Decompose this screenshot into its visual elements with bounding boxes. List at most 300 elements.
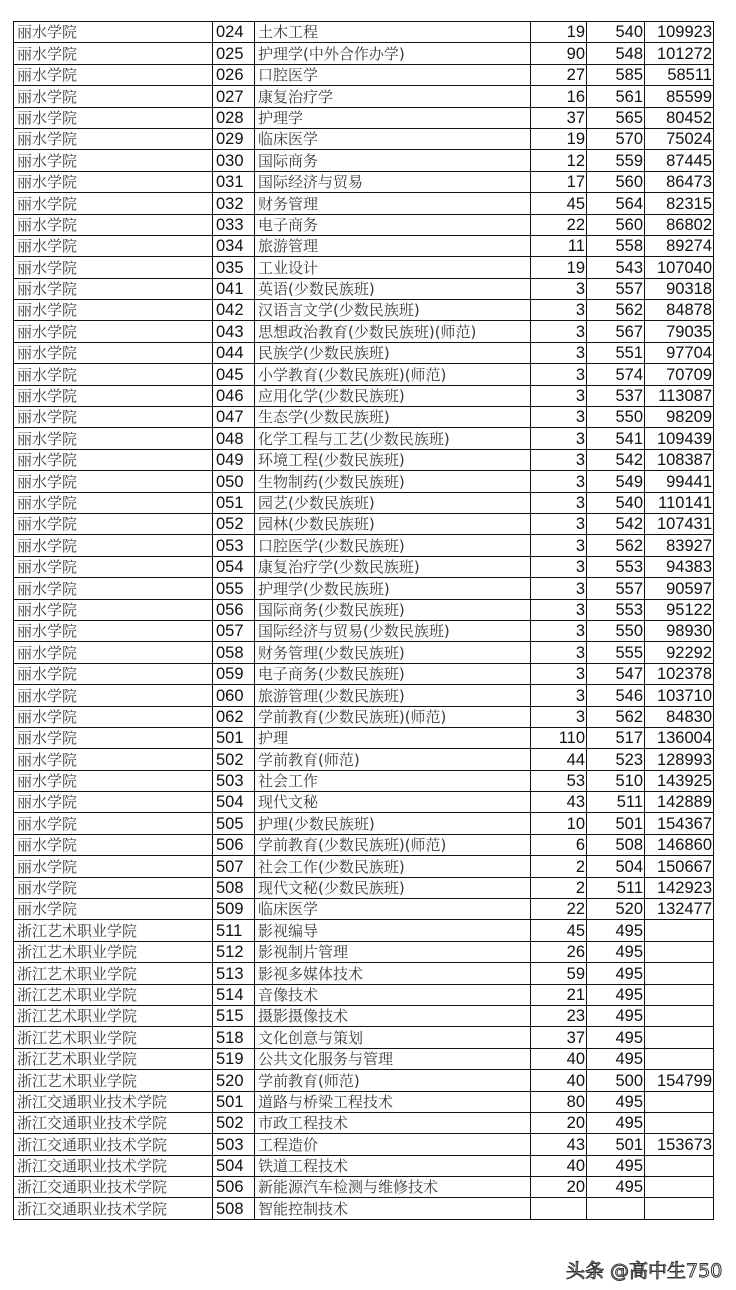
plan-count-cell: 3 xyxy=(531,471,587,492)
table-row xyxy=(14,685,714,706)
table-row xyxy=(14,1198,714,1219)
major-name-cell: 工程造价 xyxy=(255,1134,531,1155)
major-name-cell: 护理学(少数民族班) xyxy=(255,578,531,599)
major-code-cell: 041 xyxy=(213,278,255,299)
major-name-cell: 新能源汽车检测与维修技术 xyxy=(255,1177,531,1198)
table-row xyxy=(14,1155,714,1176)
min-score-cell: 508 xyxy=(587,834,645,855)
major-code-cell: 505 xyxy=(213,813,255,834)
min-score-cell: 510 xyxy=(587,770,645,791)
school-name-cell: 丽水学院 xyxy=(14,235,213,256)
table-row xyxy=(14,43,714,64)
plan-count-cell: 23 xyxy=(531,1005,587,1026)
rank-cell xyxy=(645,1198,714,1219)
major-code-cell: 033 xyxy=(213,214,255,235)
major-name-cell: 民族学(少数民族班) xyxy=(255,342,531,363)
table-row xyxy=(14,963,714,984)
plan-count-cell: 3 xyxy=(531,663,587,684)
school-name-cell: 丽水学院 xyxy=(14,727,213,748)
major-name-cell: 思想政治教育(少数民族班)(师范) xyxy=(255,321,531,342)
major-code-cell: 507 xyxy=(213,856,255,877)
plan-count-cell: 22 xyxy=(531,899,587,920)
major-code-cell: 032 xyxy=(213,193,255,214)
school-name-cell: 丽水学院 xyxy=(14,364,213,385)
min-score-cell: 561 xyxy=(587,86,645,107)
min-score-cell: 562 xyxy=(587,706,645,727)
school-name-cell: 浙江艺术职业学院 xyxy=(14,984,213,1005)
rank-cell: 97704 xyxy=(645,342,714,363)
major-code-cell: 034 xyxy=(213,235,255,256)
major-code-cell: 025 xyxy=(213,43,255,64)
major-name-cell: 临床医学 xyxy=(255,899,531,920)
major-code-cell: 049 xyxy=(213,449,255,470)
major-name-cell: 护理学(中外合作办学) xyxy=(255,43,531,64)
school-name-cell: 浙江艺术职业学院 xyxy=(14,941,213,962)
rank-cell: 86473 xyxy=(645,171,714,192)
rank-cell: 109923 xyxy=(645,22,714,43)
major-name-cell: 智能控制技术 xyxy=(255,1198,531,1219)
plan-count-cell: 20 xyxy=(531,1112,587,1133)
min-score-cell: 550 xyxy=(587,407,645,428)
school-name-cell: 丽水学院 xyxy=(14,749,213,770)
major-name-cell: 康复治疗学(少数民族班) xyxy=(255,556,531,577)
plan-count-cell: 45 xyxy=(531,193,587,214)
plan-count-cell: 17 xyxy=(531,171,587,192)
table-body xyxy=(14,22,714,1220)
school-name-cell: 丽水学院 xyxy=(14,856,213,877)
table-row xyxy=(14,235,714,256)
rank-cell: 154367 xyxy=(645,813,714,834)
rank-cell: 136004 xyxy=(645,727,714,748)
plan-count-cell: 12 xyxy=(531,150,587,171)
major-code-cell: 508 xyxy=(213,877,255,898)
school-name-cell: 丽水学院 xyxy=(14,171,213,192)
major-code-cell: 506 xyxy=(213,834,255,855)
plan-count-cell: 3 xyxy=(531,449,587,470)
major-name-cell: 国际经济与贸易 xyxy=(255,171,531,192)
major-code-cell: 026 xyxy=(213,64,255,85)
plan-count-cell: 19 xyxy=(531,257,587,278)
school-name-cell: 丽水学院 xyxy=(14,43,213,64)
major-code-cell: 056 xyxy=(213,599,255,620)
table-row xyxy=(14,1070,714,1091)
major-name-cell: 铁道工程技术 xyxy=(255,1155,531,1176)
plan-count-cell: 3 xyxy=(531,578,587,599)
major-code-cell: 042 xyxy=(213,300,255,321)
major-code-cell: 043 xyxy=(213,321,255,342)
min-score-cell: 546 xyxy=(587,685,645,706)
major-name-cell: 财务管理(少数民族班) xyxy=(255,642,531,663)
rank-cell xyxy=(645,1027,714,1048)
plan-count-cell: 3 xyxy=(531,364,587,385)
school-name-cell: 丽水学院 xyxy=(14,193,213,214)
plan-count-cell: 26 xyxy=(531,941,587,962)
rank-cell: 87445 xyxy=(645,150,714,171)
plan-count-cell: 19 xyxy=(531,22,587,43)
table-row xyxy=(14,535,714,556)
table-row xyxy=(14,770,714,791)
major-name-cell: 旅游管理(少数民族班) xyxy=(255,685,531,706)
table-row xyxy=(14,856,714,877)
major-name-cell: 社会工作 xyxy=(255,770,531,791)
major-code-cell: 515 xyxy=(213,1005,255,1026)
plan-count-cell: 45 xyxy=(531,920,587,941)
min-score-cell: 567 xyxy=(587,321,645,342)
major-code-cell: 060 xyxy=(213,685,255,706)
major-code-cell: 031 xyxy=(213,171,255,192)
major-name-cell: 环境工程(少数民族班) xyxy=(255,449,531,470)
school-name-cell: 浙江艺术职业学院 xyxy=(14,963,213,984)
major-name-cell: 国际商务(少数民族班) xyxy=(255,599,531,620)
major-name-cell: 汉语言文学(少数民族班) xyxy=(255,300,531,321)
school-name-cell: 丽水学院 xyxy=(14,899,213,920)
min-score-cell: 547 xyxy=(587,663,645,684)
min-score-cell: 495 xyxy=(587,1177,645,1198)
school-name-cell: 丽水学院 xyxy=(14,813,213,834)
table-row xyxy=(14,449,714,470)
table-row xyxy=(14,1091,714,1112)
major-name-cell: 园艺(少数民族班) xyxy=(255,492,531,513)
table-row xyxy=(14,364,714,385)
school-name-cell: 浙江艺术职业学院 xyxy=(14,1027,213,1048)
plan-count-cell: 40 xyxy=(531,1070,587,1091)
major-name-cell: 道路与桥梁工程技术 xyxy=(255,1091,531,1112)
table-row xyxy=(14,214,714,235)
admission-score-table xyxy=(13,21,714,1220)
table-row xyxy=(14,171,714,192)
rank-cell xyxy=(645,920,714,941)
min-score-cell: 557 xyxy=(587,578,645,599)
major-code-cell: 519 xyxy=(213,1048,255,1069)
plan-count-cell: 43 xyxy=(531,1134,587,1155)
school-name-cell: 丽水学院 xyxy=(14,471,213,492)
rank-cell: 142889 xyxy=(645,792,714,813)
major-name-cell: 摄影摄像技术 xyxy=(255,1005,531,1026)
table-row xyxy=(14,22,714,43)
major-name-cell: 国际商务 xyxy=(255,150,531,171)
min-score-cell: 562 xyxy=(587,535,645,556)
table-row xyxy=(14,920,714,941)
major-code-cell: 035 xyxy=(213,257,255,278)
table-row xyxy=(14,64,714,85)
min-score-cell: 501 xyxy=(587,813,645,834)
rank-cell: 101272 xyxy=(645,43,714,64)
major-name-cell: 工业设计 xyxy=(255,257,531,278)
school-name-cell: 丽水学院 xyxy=(14,300,213,321)
min-score-cell: 585 xyxy=(587,64,645,85)
plan-count-cell: 3 xyxy=(531,300,587,321)
table-row xyxy=(14,342,714,363)
major-name-cell: 园林(少数民族班) xyxy=(255,513,531,534)
min-score-cell: 560 xyxy=(587,171,645,192)
rank-cell: 86802 xyxy=(645,214,714,235)
table-row xyxy=(14,428,714,449)
min-score-cell: 537 xyxy=(587,385,645,406)
school-name-cell: 丽水学院 xyxy=(14,770,213,791)
school-name-cell: 丽水学院 xyxy=(14,556,213,577)
major-code-cell: 054 xyxy=(213,556,255,577)
rank-cell: 84830 xyxy=(645,706,714,727)
plan-count-cell: 27 xyxy=(531,64,587,85)
min-score-cell: 559 xyxy=(587,150,645,171)
rank-cell: 58511 xyxy=(645,64,714,85)
table-row xyxy=(14,385,714,406)
plan-count-cell: 22 xyxy=(531,214,587,235)
min-score-cell: 542 xyxy=(587,513,645,534)
major-name-cell: 学前教育(师范) xyxy=(255,749,531,770)
table-row xyxy=(14,1134,714,1155)
min-score-cell: 551 xyxy=(587,342,645,363)
min-score-cell: 548 xyxy=(587,43,645,64)
plan-count-cell: 80 xyxy=(531,1091,587,1112)
major-name-cell: 护理 xyxy=(255,727,531,748)
min-score-cell: 523 xyxy=(587,749,645,770)
min-score-cell: 555 xyxy=(587,642,645,663)
admission-table-container xyxy=(13,21,713,1220)
min-score-cell: 540 xyxy=(587,22,645,43)
school-name-cell: 丽水学院 xyxy=(14,877,213,898)
min-score-cell: 495 xyxy=(587,963,645,984)
school-name-cell: 丽水学院 xyxy=(14,663,213,684)
school-name-cell: 浙江交通职业技术学院 xyxy=(14,1155,213,1176)
min-score-cell: 511 xyxy=(587,792,645,813)
major-code-cell: 520 xyxy=(213,1070,255,1091)
rank-cell: 95122 xyxy=(645,599,714,620)
school-name-cell: 丽水学院 xyxy=(14,407,213,428)
rank-cell: 94383 xyxy=(645,556,714,577)
table-row xyxy=(14,984,714,1005)
min-score-cell: 520 xyxy=(587,899,645,920)
school-name-cell: 浙江交通职业技术学院 xyxy=(14,1091,213,1112)
rank-cell xyxy=(645,1177,714,1198)
major-name-cell: 市政工程技术 xyxy=(255,1112,531,1133)
rank-cell xyxy=(645,1155,714,1176)
major-code-cell: 053 xyxy=(213,535,255,556)
rank-cell: 92292 xyxy=(645,642,714,663)
major-name-cell: 应用化学(少数民族班) xyxy=(255,385,531,406)
table-row xyxy=(14,257,714,278)
rank-cell: 142923 xyxy=(645,877,714,898)
min-score-cell: 562 xyxy=(587,300,645,321)
plan-count-cell: 3 xyxy=(531,278,587,299)
table-row xyxy=(14,813,714,834)
plan-count-cell: 40 xyxy=(531,1155,587,1176)
major-name-cell: 影视多媒体技术 xyxy=(255,963,531,984)
major-code-cell: 512 xyxy=(213,941,255,962)
min-score-cell: 574 xyxy=(587,364,645,385)
min-score-cell: 495 xyxy=(587,1027,645,1048)
table-row xyxy=(14,193,714,214)
school-name-cell: 丽水学院 xyxy=(14,64,213,85)
rank-cell: 99441 xyxy=(645,471,714,492)
major-code-cell: 028 xyxy=(213,107,255,128)
table-row xyxy=(14,1027,714,1048)
school-name-cell: 丽水学院 xyxy=(14,278,213,299)
min-score-cell: 558 xyxy=(587,235,645,256)
rank-cell: 102378 xyxy=(645,663,714,684)
major-name-cell: 生态学(少数民族班) xyxy=(255,407,531,428)
school-name-cell: 丽水学院 xyxy=(14,834,213,855)
school-name-cell: 丽水学院 xyxy=(14,257,213,278)
table-row xyxy=(14,899,714,920)
plan-count-cell: 3 xyxy=(531,556,587,577)
rank-cell: 98930 xyxy=(645,620,714,641)
plan-count-cell: 6 xyxy=(531,834,587,855)
rank-cell xyxy=(645,1091,714,1112)
major-code-cell: 050 xyxy=(213,471,255,492)
rank-cell: 146860 xyxy=(645,834,714,855)
plan-count-cell: 3 xyxy=(531,706,587,727)
plan-count-cell: 2 xyxy=(531,877,587,898)
major-code-cell: 029 xyxy=(213,128,255,149)
major-name-cell: 电子商务(少数民族班) xyxy=(255,663,531,684)
plan-count-cell: 3 xyxy=(531,385,587,406)
table-row xyxy=(14,556,714,577)
rank-cell: 98209 xyxy=(645,407,714,428)
table-row xyxy=(14,278,714,299)
table-row xyxy=(14,706,714,727)
school-name-cell: 浙江艺术职业学院 xyxy=(14,1048,213,1069)
school-name-cell: 丽水学院 xyxy=(14,685,213,706)
major-code-cell: 024 xyxy=(213,22,255,43)
plan-count-cell: 3 xyxy=(531,642,587,663)
rank-cell xyxy=(645,984,714,1005)
table-row xyxy=(14,620,714,641)
min-score-cell: 557 xyxy=(587,278,645,299)
major-code-cell: 044 xyxy=(213,342,255,363)
plan-count-cell: 3 xyxy=(531,342,587,363)
major-code-cell: 051 xyxy=(213,492,255,513)
plan-count-cell: 16 xyxy=(531,86,587,107)
school-name-cell: 丽水学院 xyxy=(14,706,213,727)
min-score-cell: 553 xyxy=(587,556,645,577)
table-row xyxy=(14,727,714,748)
min-score-cell: 495 xyxy=(587,984,645,1005)
rank-cell xyxy=(645,1005,714,1026)
rank-cell: 85599 xyxy=(645,86,714,107)
major-code-cell: 503 xyxy=(213,770,255,791)
rank-cell: 80452 xyxy=(645,107,714,128)
table-row xyxy=(14,578,714,599)
school-name-cell: 丽水学院 xyxy=(14,599,213,620)
table-row xyxy=(14,1177,714,1198)
table-row xyxy=(14,128,714,149)
school-name-cell: 丽水学院 xyxy=(14,535,213,556)
min-score-cell: 495 xyxy=(587,1048,645,1069)
min-score-cell: 541 xyxy=(587,428,645,449)
plan-count-cell: 37 xyxy=(531,1027,587,1048)
min-score-cell: 540 xyxy=(587,492,645,513)
school-name-cell: 丽水学院 xyxy=(14,321,213,342)
major-name-cell: 土木工程 xyxy=(255,22,531,43)
plan-count-cell: 110 xyxy=(531,727,587,748)
table-row xyxy=(14,642,714,663)
major-name-cell: 音像技术 xyxy=(255,984,531,1005)
major-name-cell: 旅游管理 xyxy=(255,235,531,256)
major-name-cell: 英语(少数民族班) xyxy=(255,278,531,299)
school-name-cell: 丽水学院 xyxy=(14,792,213,813)
plan-count-cell: 53 xyxy=(531,770,587,791)
plan-count-cell xyxy=(531,1198,587,1219)
table-row xyxy=(14,321,714,342)
table-row xyxy=(14,471,714,492)
school-name-cell: 丽水学院 xyxy=(14,342,213,363)
major-name-cell: 现代文秘(少数民族班) xyxy=(255,877,531,898)
major-name-cell: 影视编导 xyxy=(255,920,531,941)
major-code-cell: 046 xyxy=(213,385,255,406)
major-code-cell: 503 xyxy=(213,1134,255,1155)
min-score-cell: 495 xyxy=(587,920,645,941)
major-name-cell: 临床医学 xyxy=(255,128,531,149)
rank-cell: 75024 xyxy=(645,128,714,149)
school-name-cell: 浙江交通职业技术学院 xyxy=(14,1112,213,1133)
school-name-cell: 丽水学院 xyxy=(14,86,213,107)
major-name-cell: 学前教育(少数民族班)(师范) xyxy=(255,834,531,855)
major-name-cell: 影视制片管理 xyxy=(255,941,531,962)
major-code-cell: 513 xyxy=(213,963,255,984)
major-name-cell: 学前教育(少数民族班)(师范) xyxy=(255,706,531,727)
major-code-cell: 048 xyxy=(213,428,255,449)
school-name-cell: 丽水学院 xyxy=(14,620,213,641)
major-code-cell: 502 xyxy=(213,1112,255,1133)
major-code-cell: 045 xyxy=(213,364,255,385)
rank-cell: 79035 xyxy=(645,321,714,342)
major-name-cell: 生物制药(少数民族班) xyxy=(255,471,531,492)
rank-cell: 154799 xyxy=(645,1070,714,1091)
min-score-cell: 542 xyxy=(587,449,645,470)
school-name-cell: 浙江艺术职业学院 xyxy=(14,920,213,941)
school-name-cell: 丽水学院 xyxy=(14,492,213,513)
min-score-cell xyxy=(587,1198,645,1219)
plan-count-cell: 21 xyxy=(531,984,587,1005)
table-row xyxy=(14,513,714,534)
min-score-cell: 560 xyxy=(587,214,645,235)
min-score-cell: 570 xyxy=(587,128,645,149)
plan-count-cell: 3 xyxy=(531,620,587,641)
rank-cell: 150667 xyxy=(645,856,714,877)
school-name-cell: 丽水学院 xyxy=(14,578,213,599)
plan-count-cell: 19 xyxy=(531,128,587,149)
min-score-cell: 495 xyxy=(587,941,645,962)
rank-cell: 110141 xyxy=(645,492,714,513)
rank-cell xyxy=(645,963,714,984)
major-code-cell: 047 xyxy=(213,407,255,428)
table-row xyxy=(14,107,714,128)
rank-cell: 132477 xyxy=(645,899,714,920)
table-row xyxy=(14,749,714,770)
min-score-cell: 564 xyxy=(587,193,645,214)
major-name-cell: 电子商务 xyxy=(255,214,531,235)
school-name-cell: 丽水学院 xyxy=(14,22,213,43)
major-code-cell: 504 xyxy=(213,792,255,813)
min-score-cell: 543 xyxy=(587,257,645,278)
school-name-cell: 丽水学院 xyxy=(14,107,213,128)
min-score-cell: 495 xyxy=(587,1155,645,1176)
rank-cell xyxy=(645,1112,714,1133)
major-name-cell: 康复治疗学 xyxy=(255,86,531,107)
min-score-cell: 511 xyxy=(587,877,645,898)
major-code-cell: 057 xyxy=(213,620,255,641)
major-name-cell: 国际经济与贸易(少数民族班) xyxy=(255,620,531,641)
major-code-cell: 027 xyxy=(213,86,255,107)
major-name-cell: 公共文化服务与管理 xyxy=(255,1048,531,1069)
rank-cell: 82315 xyxy=(645,193,714,214)
school-name-cell: 浙江艺术职业学院 xyxy=(14,1070,213,1091)
major-code-cell: 059 xyxy=(213,663,255,684)
school-name-cell: 丽水学院 xyxy=(14,128,213,149)
table-row xyxy=(14,150,714,171)
plan-count-cell: 10 xyxy=(531,813,587,834)
